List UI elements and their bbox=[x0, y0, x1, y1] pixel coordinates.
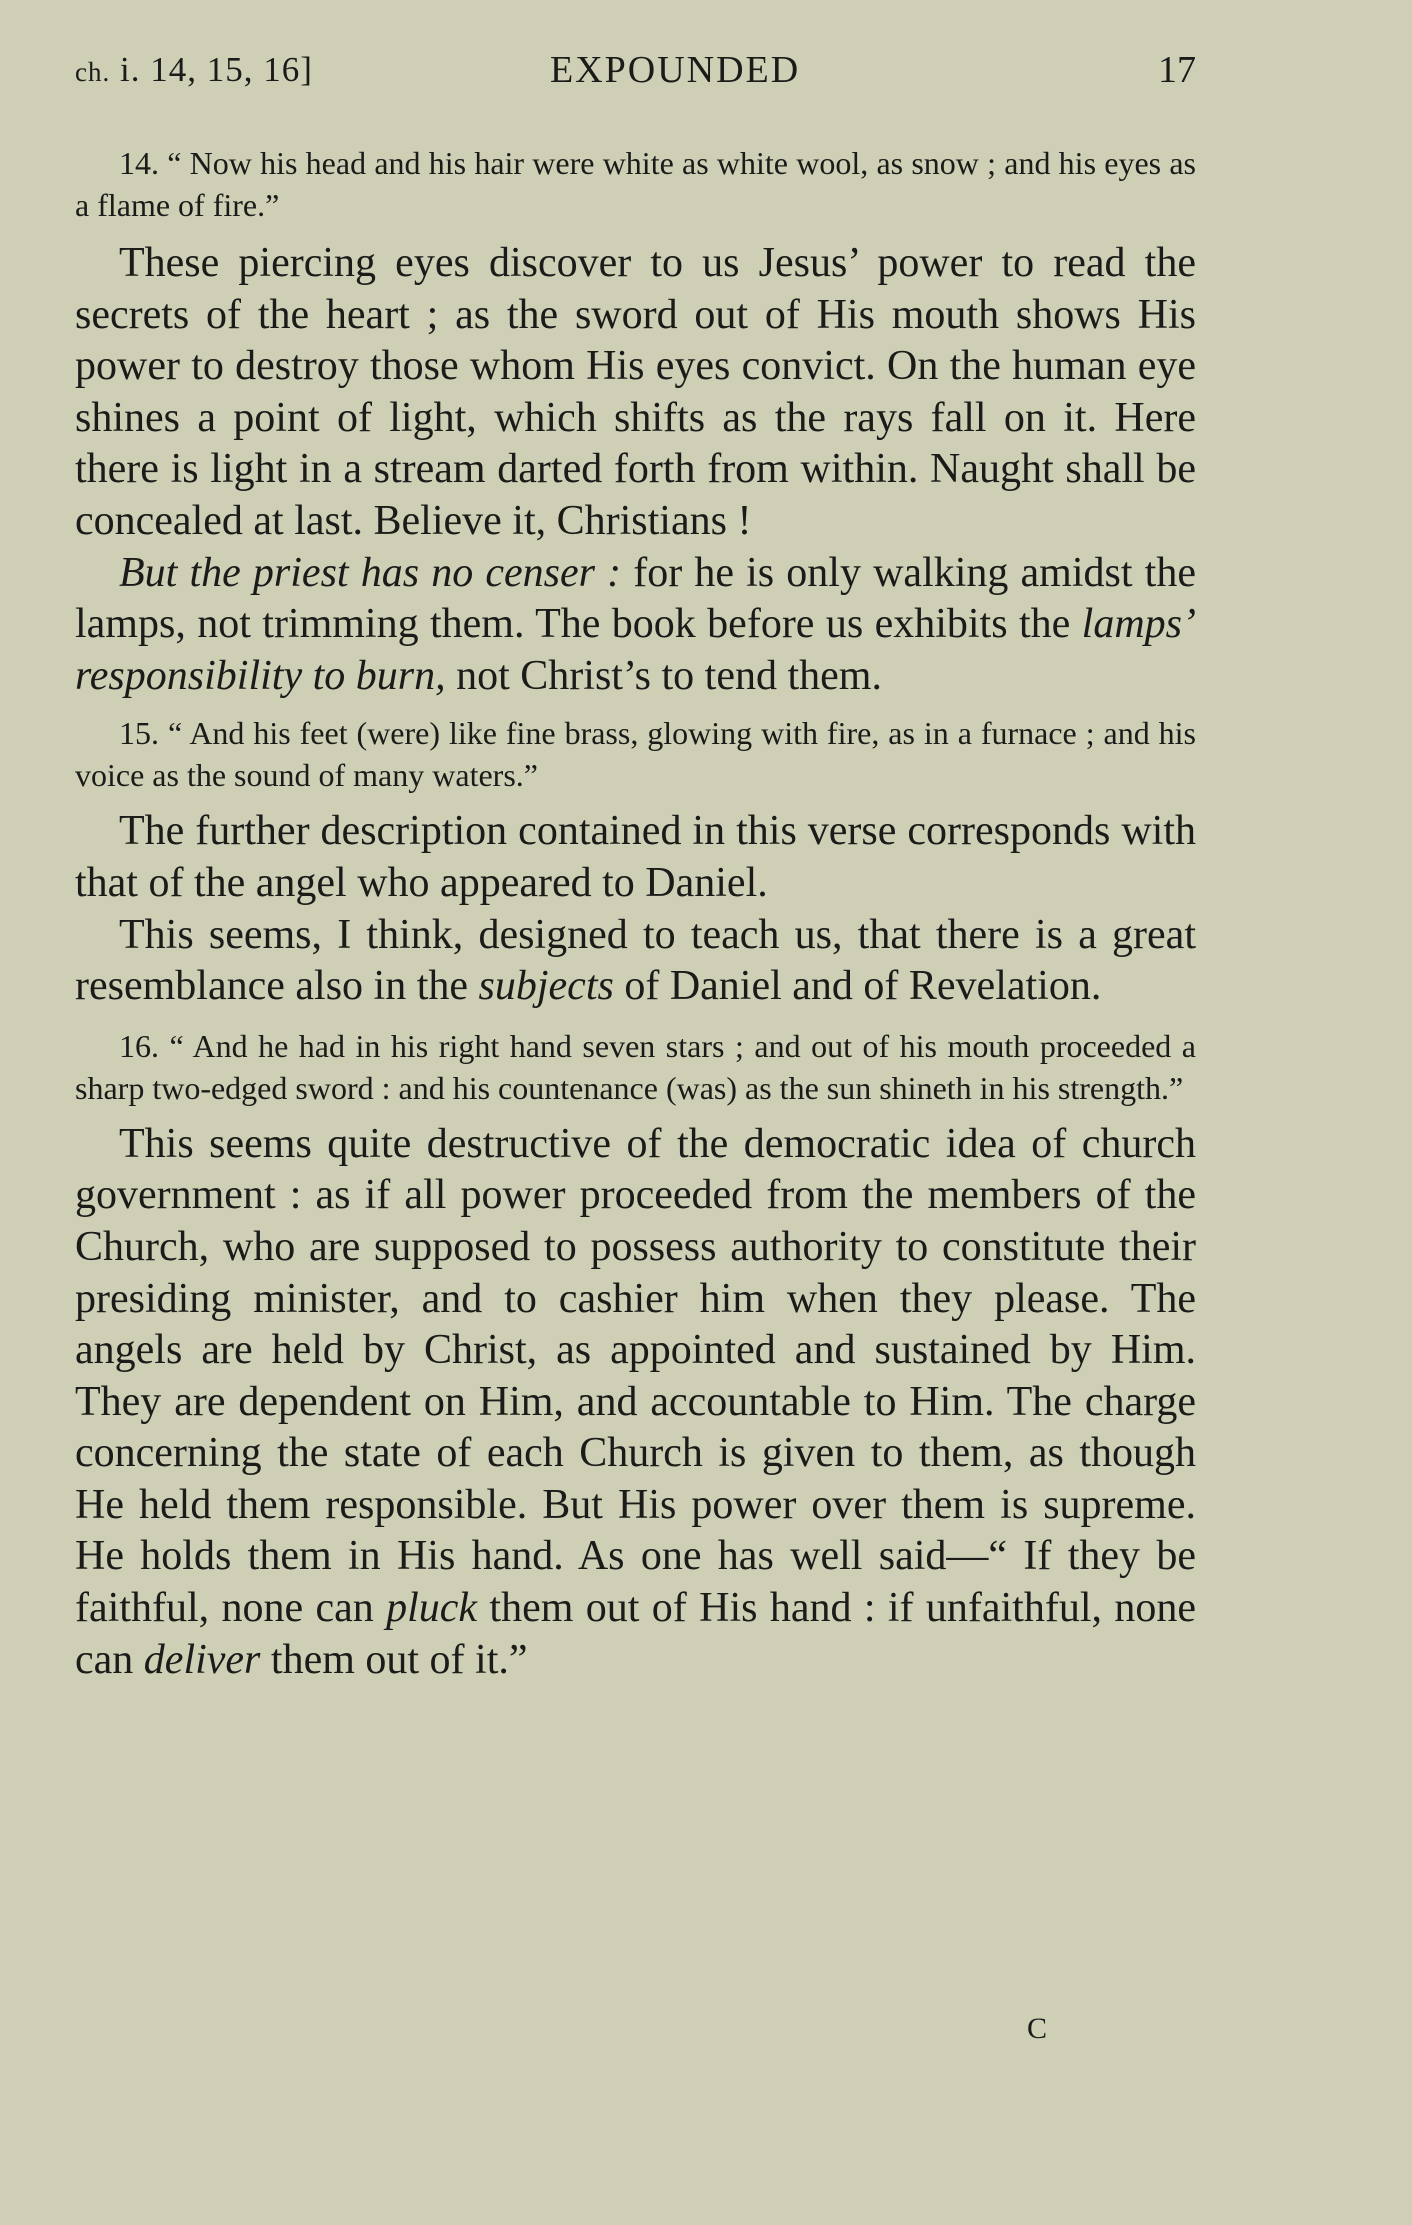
paragraph-text: for he is only walking amidst the lamps, not trimming them. The book before us exhibits the bbox=[75, 549, 1196, 648]
paragraph-text: them out of His hand : if unfaithful, none can bbox=[75, 1585, 1196, 1683]
commentary-paragraph bbox=[75, 548, 1196, 703]
paragraph-text: them out of it.” bbox=[260, 1636, 528, 1683]
italic-phrase: subjects bbox=[478, 963, 614, 1010]
paragraph-text: not Christ’s to tend them. bbox=[445, 652, 882, 699]
chapter-reference bbox=[75, 50, 313, 90]
chapter-prefix: ch. bbox=[75, 57, 111, 87]
commentary-paragraph bbox=[75, 910, 1196, 1013]
paragraph-text: of Daniel and of Revelation. bbox=[613, 963, 1102, 1010]
signature-mark: C bbox=[1027, 2012, 1048, 2045]
chapter-refs: i. 14, 15, 16] bbox=[119, 50, 313, 89]
page-heading: EXPOUNDED bbox=[550, 49, 801, 91]
commentary-paragraph: The further description contained in this verse corresponds with that of the angel who appeared to Daniel. bbox=[75, 808, 1196, 906]
verse-15: 15. “ And his feet (were) like fine brass, glowing with fire, as in a furnace ; and his voice as the sound of many waters.” bbox=[75, 715, 1196, 794]
commentary-paragraph: These piercing eyes discover to us Jesus’ power to read the secrets of the heart ; as the sword out of His mouth shows His power to destroy those whom His eyes convict. On the human eye shines a point of light, which shifts as the rays fall on it. Here there is light in a stream darted forth from within. Naught shall be concealed at last. Believe it, Christians ! bbox=[75, 240, 1196, 544]
commentary-paragraph bbox=[75, 1119, 1196, 1687]
verse-14: 14. “ Now his head and his hair were white as white wool, as snow ; and his eyes as a flame of fire.” bbox=[75, 145, 1196, 223]
italic-phrase: deliver bbox=[143, 1636, 261, 1683]
italic-phrase: lamps’ responsibility to burn, bbox=[75, 601, 1196, 699]
italic-phrase: pluck bbox=[386, 1585, 478, 1632]
paragraph-text: This seems quite destructive of the democratic idea of church government : as if all power proceeded from the members of the Church, who are supposed to possess authority to constitute their presiding minister, and to cashier him when they please. The angels are held by Christ, as appointed and sustained by Him. They are dependent on Him, and accountable to Him. The charge concerning the state of each Church is given to them, as though He held them responsible. But His power over them is supreme. He holds them in His hand. As one has well said—“ If they be faithful, none can bbox=[75, 1120, 1196, 1632]
italic-phrase: But the priest has no censer : bbox=[119, 549, 622, 596]
page-number: 17 bbox=[1158, 49, 1196, 91]
verse-16: 16. “ And he had in his right hand seven stars ; and out of his mouth proceeded a sharp two-edged sword : and his countenance (was) as the sun shineth in his strength.” bbox=[75, 1027, 1196, 1106]
running-head bbox=[75, 0, 1196, 146]
paragraph-text: This seems, I think, designed to teach us, that there is a great resemblance also in the bbox=[75, 911, 1196, 1010]
